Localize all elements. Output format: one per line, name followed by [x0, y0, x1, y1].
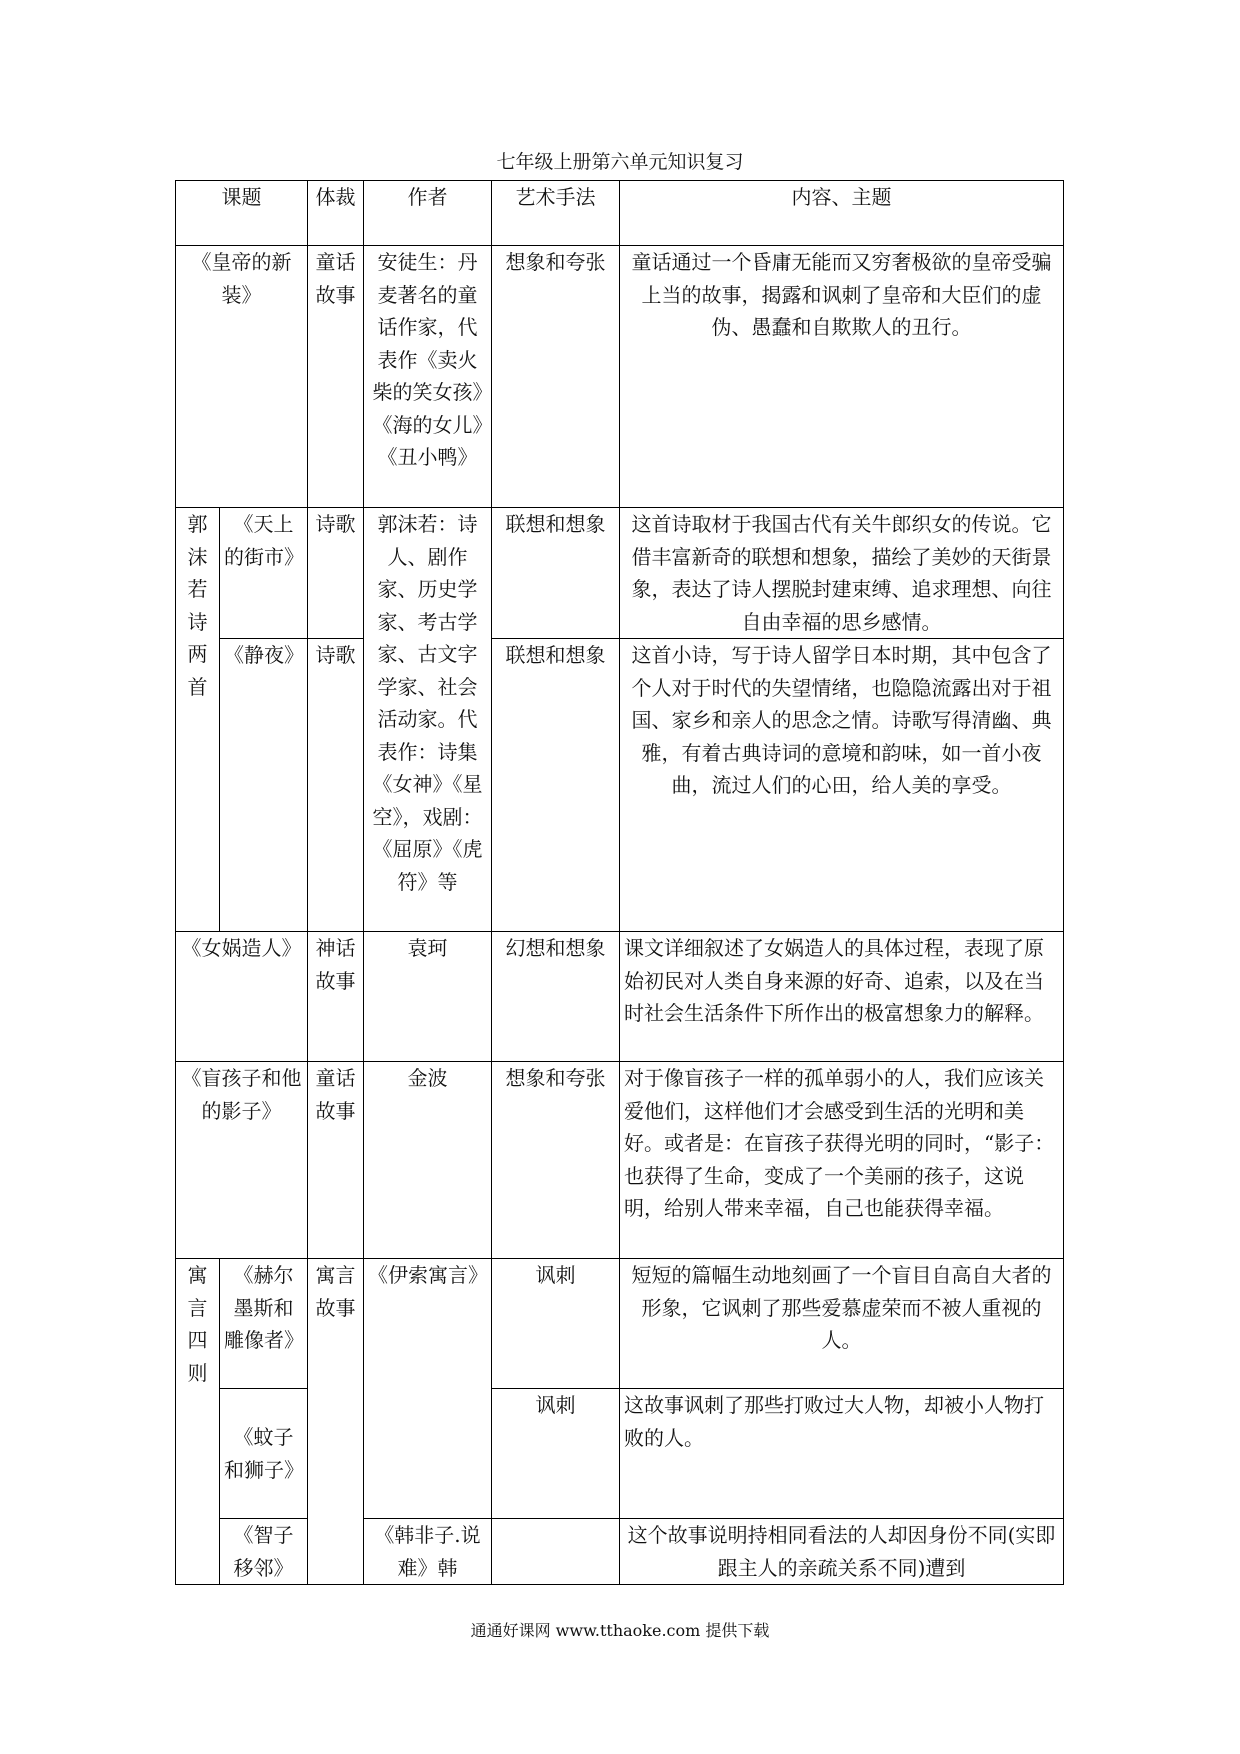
cell-technique: 联想和想象	[492, 639, 620, 932]
page-title: 七年级上册第六单元知识复习	[496, 151, 744, 173]
header-title: 课题	[176, 181, 308, 246]
table-row	[176, 1259, 1064, 1389]
cell-technique: 想象和夸张	[492, 246, 620, 508]
cell-title: 《皇帝的新装》	[176, 246, 308, 508]
cell-content: 短短的篇幅生动地刻画了一个盲目自高自大者的形象，它讽刺了那些爱慕虚荣而不被人重视的人。	[620, 1259, 1064, 1389]
cell-genre: 神话故事	[308, 932, 364, 1062]
table-header-row	[176, 181, 1064, 246]
cell-title: 《静夜》	[220, 639, 308, 932]
cell-content: 这首小诗，写于诗人留学日本时期，其中包含了个人对于时代的失望情绪，也隐隐流露出对于祖国、家乡和亲人的思念之情。诗歌写得清幽、典雅，有着古典诗词的意境和韵味，如一首小夜曲，流过人们的心田，给人美的享受。	[620, 639, 1064, 932]
cell-genre: 诗歌	[308, 639, 364, 932]
cell-author: 郭沫若：诗人、剧作家、历史学家、考古学家、古文字学家、社会活动家。代表作：诗集《女神》《星空》，戏剧：《屈原》《虎符》等	[364, 508, 492, 932]
cell-content: 童话通过一个昏庸无能而又穷奢极欲的皇帝受骗上当的故事，揭露和讽刺了皇帝和大臣们的虚伪、愚蠢和自欺欺人的丑行。	[620, 246, 1064, 508]
cell-title: 《女娲造人》	[176, 932, 308, 1062]
cell-title: 《盲孩子和他的影子》	[176, 1062, 308, 1259]
cell-technique	[492, 1519, 620, 1585]
cell-author: 金波	[364, 1062, 492, 1259]
header-content: 内容、主题	[620, 181, 1064, 246]
cell-group-title: 寓言四则	[176, 1259, 220, 1585]
cell-author: 《伊索寓言》	[364, 1259, 492, 1519]
cell-title: 《蚊子和狮子》	[220, 1389, 308, 1519]
table-row	[176, 1062, 1064, 1259]
cell-genre: 寓言故事	[308, 1259, 364, 1585]
cell-genre: 诗歌	[308, 508, 364, 639]
cell-author: 《韩非子.说难》韩	[364, 1519, 492, 1585]
cell-content: 这个故事说明持相同看法的人却因身份不同(实即跟主人的亲疏关系不同)遭到	[620, 1519, 1064, 1585]
cell-content: 课文详细叙述了女娲造人的具体过程，表现了原始初民对人类自身来源的好奇、追索，以及在当时社会生活条件下所作出的极富想象力的解释。	[620, 932, 1064, 1062]
cell-technique: 想象和夸张	[492, 1062, 620, 1259]
cell-technique: 讽刺	[492, 1259, 620, 1389]
table-row	[176, 932, 1064, 1062]
cell-title: 《天上的街市》	[220, 508, 308, 639]
cell-author: 袁珂	[364, 932, 492, 1062]
table-row	[176, 508, 1064, 639]
cell-content: 这首诗取材于我国古代有关牛郎织女的传说。它借丰富新奇的联想和想象，描绘了美妙的天街景象，表达了诗人摆脱封建束缚、追求理想、向往自由幸福的思乡感情。	[620, 508, 1064, 639]
cell-technique: 联想和想象	[492, 508, 620, 639]
header-genre: 体裁	[308, 181, 364, 246]
cell-author: 安徒生：丹麦著名的童话作家，代表作《卖火柴的笑女孩》《海的女儿》《丑小鸭》	[364, 246, 492, 508]
cell-genre: 童话故事	[308, 246, 364, 508]
cell-genre: 童话故事	[308, 1062, 364, 1259]
table-row	[176, 246, 1064, 508]
page-footer: 通通好课网 www.tthaoke.com 提供下载	[470, 1621, 770, 1640]
cell-technique: 讽刺	[492, 1389, 620, 1519]
cell-title: 《智子移邻》	[220, 1519, 308, 1585]
header-author: 作者	[364, 181, 492, 246]
cell-technique: 幻想和想象	[492, 932, 620, 1062]
knowledge-table	[175, 180, 1064, 1585]
table-row	[176, 639, 1064, 932]
cell-group-title: 郭沫若诗两首	[176, 508, 220, 932]
cell-content: 对于像盲孩子一样的孤单弱小的人，我们应该关爱他们，这样他们才会感受到生活的光明和美好。或者是：在盲孩子获得光明的同时，“影子：也获得了生命，变成了一个美丽的孩子，这说明，给别人带来幸福，自己也能获得幸福。	[620, 1062, 1064, 1259]
header-technique: 艺术手法	[492, 181, 620, 246]
cell-content: 这故事讽刺了那些打败过大人物，却被小人物打败的人。	[620, 1389, 1064, 1519]
cell-title: 《赫尔墨斯和雕像者》	[220, 1259, 308, 1389]
